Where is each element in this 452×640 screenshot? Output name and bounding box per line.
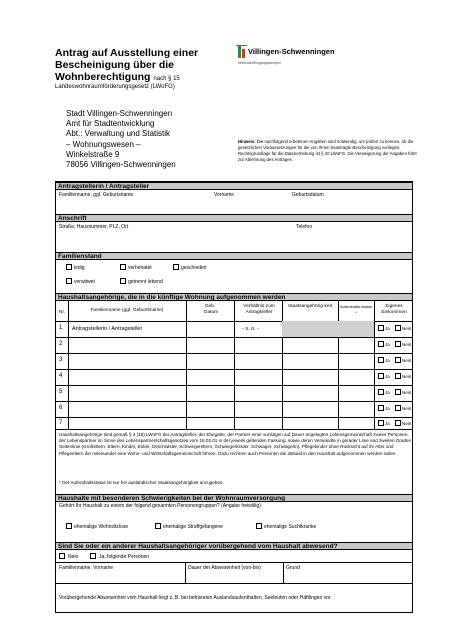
address-line: Winkelstraße 9 <box>66 149 120 159</box>
option-prisoners-label: ehemalige Straffgefangene <box>163 524 223 530</box>
column-divider <box>283 562 284 583</box>
income-yes-label: Ja <box>385 326 390 331</box>
household-definition-note: Haushaltsangehörige sind gemäß § 4 (16) LWoFG der Antragsteller, der Ehegatte, der Partner einer sonstigen auf Dauer angelegten Lebensgemeinschaft zweier Personen, der Lebenspartner im Sinne des Lebenspartnerschaftsgesetzes vom 16.02.01 in der jeweils geltenden Fassung, sowie deren Verwandte in gerader Linie und zweiten Grades Seitenlinie (Großeltern, Eltern, Kinder, Enkel, Geschwister, Schwiegereltern, Schwiegerkinder, Schwager, Schwägerin), Pflegekinder ohne Rücksicht auf ihr Alter und Pflegeeltern die miteinander eine Wohn- und Wirtschaftsgemeinschaft führen. Dazu rechnen auch Personen die alsbald in den Haushalt aufgenommen werden sollen. <box>59 432 411 456</box>
application-form <box>55 181 413 613</box>
checkbox-prisoners[interactable] <box>155 523 161 529</box>
income-no-checkbox[interactable] <box>395 389 401 395</box>
checkbox-absence-no[interactable] <box>59 553 65 559</box>
street-label: Straße, Hausnummer, PLZ, Ort <box>59 224 129 230</box>
income-no-label: Nein <box>402 406 412 411</box>
divider <box>56 401 412 402</box>
income-no-label: Nein <box>402 342 412 347</box>
logo-subtext: Verbindet!Eingangsstempel <box>238 61 281 65</box>
divider <box>56 337 412 338</box>
section-household-heading: Haushaltsangehörige, die in die künftige Wohnung aufgenommen werden <box>56 293 412 301</box>
income-yes-label: Ja <box>385 421 390 426</box>
col-relation-header: Verhältnis zum Antragsteller <box>243 304 275 315</box>
row-number: 6 <box>59 405 63 411</box>
divider <box>56 417 412 418</box>
address-line: Amt für Stadtentwicklung <box>66 119 155 129</box>
hint-text: Die nachfolgend erbetenen Angaben sind notwendig, um prüfen zu können, ob die gesetzlichen Voraussetzungen für die von Ihnen beantragte Bescheinigung vorliegen. Rechtsgrundlage für die Datenerhebung ist § 20 LWoFG. Die Verweigerung der Angaben führt zur Ablehnung des Antrages. <box>238 139 417 162</box>
divider <box>56 562 412 563</box>
difficulties-question: Gehört Ihr Haushalt zu einem der folgend genannten Personengruppen? (Angabe freiwillig) <box>59 503 261 509</box>
income-yes-label: Ja <box>385 406 390 411</box>
row-number: 7 <box>59 420 63 426</box>
row-number: 5 <box>59 389 63 395</box>
income-no-label: Nein <box>402 390 412 395</box>
logo-text: Villingen-Schwenningen <box>248 47 335 56</box>
income-no-label: Nein <box>402 421 412 426</box>
checkbox-married[interactable] <box>120 264 126 270</box>
checkbox-absence-yes[interactable] <box>90 553 96 559</box>
option-separated-label: getrennt lebend <box>128 279 163 285</box>
col-name-header: Familienname (ggf. Geburtsname) <box>90 308 164 313</box>
income-yes-label: Ja <box>385 374 390 379</box>
greyed-cell <box>338 321 374 337</box>
logo-mark-icon <box>236 45 248 59</box>
recipient-address <box>66 109 176 170</box>
title-line-3-wrap <box>55 71 230 85</box>
row-number: 3 <box>59 357 63 363</box>
phone-label: Telefon <box>296 224 313 230</box>
row-number: 2 <box>59 341 63 347</box>
divider <box>56 429 412 430</box>
hint-label: Hinweis: <box>238 139 256 144</box>
option-married-label: verheiratet <box>128 265 152 271</box>
absence-no-label: Nein <box>68 554 79 560</box>
first-name-label: Vorname <box>214 192 235 198</box>
income-yes-checkbox[interactable] <box>378 420 384 426</box>
divider <box>56 353 412 354</box>
row-name: Antragstellerin / Antragsteller <box>72 326 143 332</box>
absence-name-label: Familienname, Vorname <box>59 565 114 571</box>
absence-yes-label: Ja, folgende Personen <box>99 554 150 560</box>
option-widowed-label: verwitwet <box>74 279 95 285</box>
income-no-label: Nein <box>402 358 412 363</box>
address-line: Stadt Villingen-Schwenningen <box>66 109 173 118</box>
divider <box>56 583 412 584</box>
col-nationality-header: Staatsangehörig-keit <box>288 304 332 309</box>
checkbox-homeless[interactable] <box>66 523 72 529</box>
income-no-label: Nein <box>402 326 412 331</box>
col-birth-header: Geb. Datum <box>204 304 219 315</box>
address-line: 78056 Villingen-Schwenningen <box>66 160 176 170</box>
checkbox-separated[interactable] <box>120 278 126 284</box>
divider <box>56 369 412 370</box>
col-nr-header: Nr. <box>58 310 66 315</box>
option-single-label: ledig <box>74 265 85 271</box>
income-yes-checkbox[interactable] <box>378 341 384 347</box>
section-address-heading: Anschrift <box>56 214 412 222</box>
checkbox-widowed[interactable] <box>66 278 72 284</box>
family-name-label: Familienname, ggf. Geburtsname <box>59 192 134 198</box>
residence-footnote: * Der Aufenthaltsstatus ist nur bei ausländischer Staatsangehörigkeit anzugeben. <box>59 480 224 485</box>
income-no-checkbox[interactable] <box>395 373 401 379</box>
absence-note: Vorübergehende Abwesenheit vom Haushalt liegt z. B. bei befristeten Auslandsaufenthalten, Seeleuten oder Häftlingen vor. <box>59 595 332 601</box>
income-yes-checkbox[interactable] <box>378 405 384 411</box>
col-income-header: Eigenes Einkommen <box>381 304 407 315</box>
income-no-checkbox[interactable] <box>395 357 401 363</box>
col-residence-header: Aufenthalts-status * <box>339 304 373 315</box>
checkbox-addicts[interactable] <box>256 523 262 529</box>
section-applicant-heading: Antragstellerin / Antragsteller <box>56 182 412 190</box>
income-no-label: Nein <box>402 374 412 379</box>
income-yes-label: Ja <box>385 358 390 363</box>
income-yes-checkbox[interactable] <box>378 389 384 395</box>
option-homeless-label: ehemalige Wohnsitzlose <box>74 524 129 530</box>
income-no-checkbox[interactable] <box>395 405 401 411</box>
income-yes-checkbox[interactable] <box>378 373 384 379</box>
income-yes-checkbox[interactable] <box>378 357 384 363</box>
checkbox-divorced[interactable] <box>173 264 179 270</box>
title-line-2: Bescheinigung über die <box>55 59 175 71</box>
title-line-3: Wohnberechtigung <box>55 71 151 83</box>
column-divider <box>185 562 186 583</box>
address-line: – Wohnungswesen – <box>66 139 141 149</box>
divider <box>56 385 412 386</box>
option-addicts-label: ehemalige Suchtkranke <box>264 524 317 530</box>
section-absence-heading: Sind Sie oder ein anderer Haushaltsangehöriger vorübergehend vom Haushalt abwesend? <box>56 542 412 550</box>
form-title <box>55 47 230 85</box>
income-yes-checkbox[interactable] <box>378 325 384 331</box>
income-no-checkbox[interactable] <box>395 341 401 347</box>
birth-date-label: Geburtsdatum <box>292 192 324 198</box>
city-logo <box>236 44 406 74</box>
income-yes-label: Ja <box>385 390 390 395</box>
row-number: 4 <box>59 373 63 379</box>
form-subtitle: Landeswohnraumförderungsgesetz (LWoFG) <box>55 84 175 90</box>
income-yes-label: Ja <box>385 342 390 347</box>
row-number: 1 <box>59 325 63 331</box>
row-relation: - s. o. - <box>242 326 260 332</box>
greyed-cell <box>282 321 338 337</box>
income-no-checkbox[interactable] <box>395 325 401 331</box>
checkbox-single[interactable] <box>66 264 72 270</box>
address-line: Abt.: Verwaltung und Statistik <box>66 129 171 139</box>
section-difficulties-heading: Haushalte mit besonderen Schwierigkeiten bei der Wohnraumversorgung <box>56 494 412 502</box>
title-ref: nach § 15 <box>153 76 180 82</box>
absence-reason-label: Grund <box>286 565 300 571</box>
absence-duration-label: Dauer der Abwesenheit (von-bis) <box>188 565 261 571</box>
privacy-hint <box>238 139 418 163</box>
section-family-status-heading: Familienstand <box>56 252 412 260</box>
title-line-1: Antrag auf Ausstellung einer <box>55 47 199 59</box>
option-divorced-label: geschieden <box>181 265 207 271</box>
income-no-checkbox[interactable] <box>395 420 401 426</box>
